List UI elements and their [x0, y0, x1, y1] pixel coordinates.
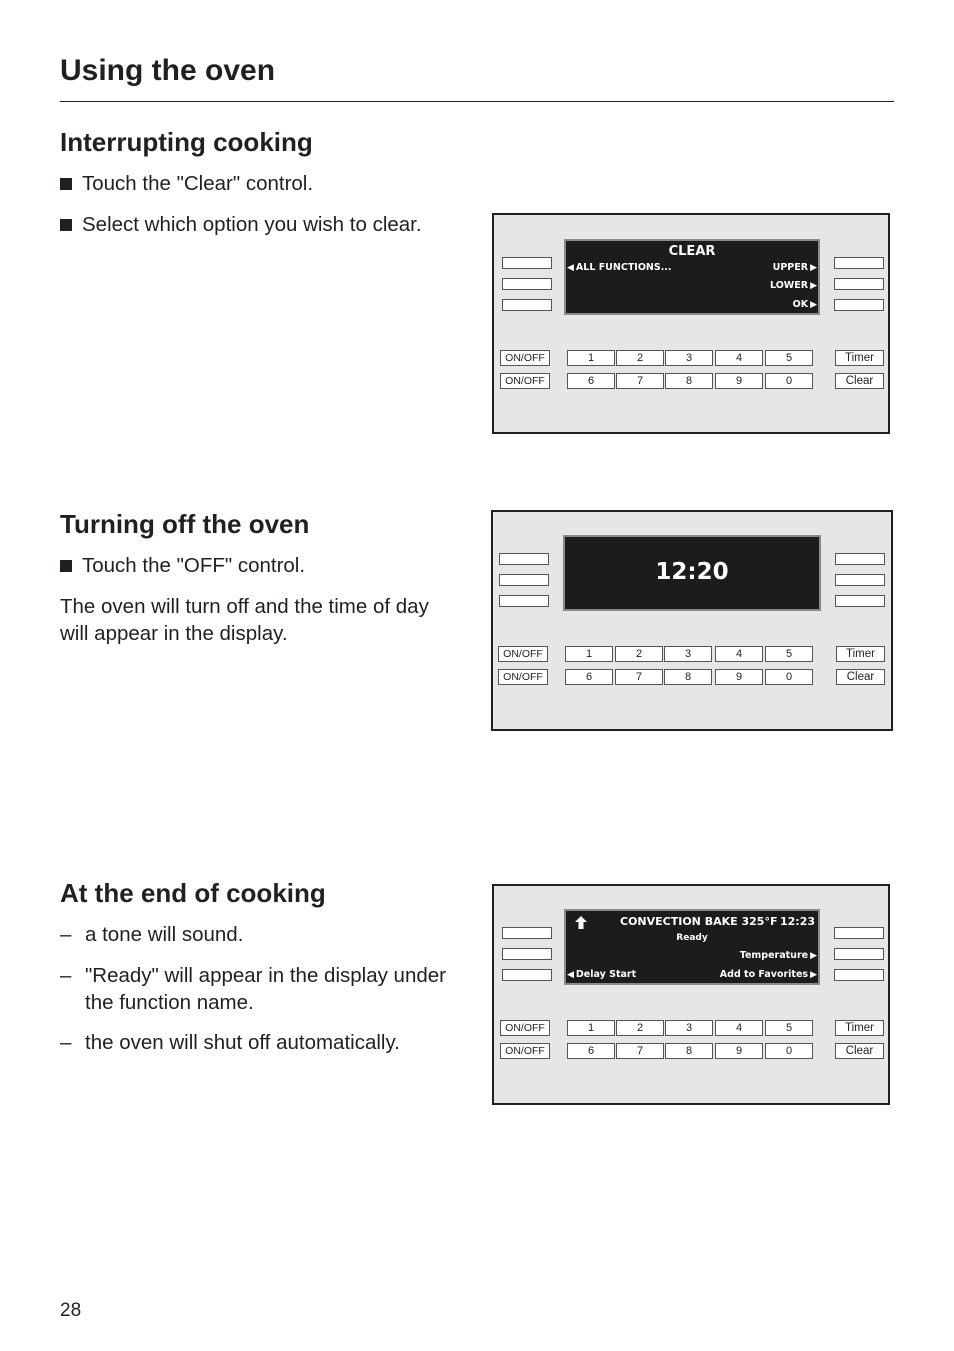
- display-function-name: CONVECTION BAKE 325°F: [620, 915, 778, 928]
- key-1[interactable]: 1: [565, 646, 613, 662]
- display-option-all-functions: ◀ ALL FUNCTIONS...: [567, 262, 672, 274]
- softkey-left-1[interactable]: [502, 927, 552, 939]
- key-5[interactable]: 5: [765, 1020, 813, 1036]
- oven-control-panel-off: [491, 510, 893, 731]
- step-select-option: Select which option you wish to clear.: [60, 211, 422, 238]
- softkey-left-3[interactable]: [499, 595, 549, 607]
- timer-button[interactable]: Timer: [835, 1020, 884, 1036]
- key-9[interactable]: 9: [715, 1043, 763, 1059]
- step-touch-clear: Touch the "Clear" control.: [60, 170, 313, 197]
- key-0[interactable]: 0: [765, 669, 813, 685]
- display-screen: [563, 535, 821, 611]
- display-title: CLEAR: [668, 244, 716, 259]
- key-7[interactable]: 7: [615, 669, 663, 685]
- softkey-right-1[interactable]: [834, 927, 884, 939]
- display-option-lower: LOWER ▶: [770, 280, 817, 292]
- timer-button[interactable]: Timer: [835, 350, 884, 366]
- display-option-temperature: Temperature ▶: [740, 950, 817, 962]
- key-5[interactable]: 5: [765, 350, 813, 366]
- key-4[interactable]: 4: [715, 350, 763, 366]
- display-option-delay-start: ◀ Delay Start: [567, 969, 636, 981]
- turning-off-description: The oven will turn off and the time of day will appear in the display.: [60, 595, 429, 645]
- key-8[interactable]: 8: [665, 373, 713, 389]
- oven-control-panel-end: [492, 884, 890, 1105]
- softkey-right-1[interactable]: [834, 257, 884, 269]
- end-item-ready: – "Ready" will appear in the display under the function name.: [60, 962, 465, 1016]
- section-heading-end-of-cooking: At the end of cooking: [60, 878, 326, 908]
- onoff-button-upper[interactable]: ON/OFF: [500, 350, 550, 366]
- clear-button[interactable]: Clear: [835, 373, 884, 389]
- key-3[interactable]: 3: [665, 350, 713, 366]
- key-1[interactable]: 1: [567, 350, 615, 366]
- end-item-tone: – a tone will sound.: [60, 921, 243, 948]
- key-3[interactable]: 3: [664, 646, 712, 662]
- key-9[interactable]: 9: [715, 669, 763, 685]
- softkey-right-2[interactable]: [834, 278, 884, 290]
- softkey-right-3[interactable]: [834, 969, 884, 981]
- display-screen: [564, 239, 820, 315]
- page-number: 28: [60, 1300, 82, 1321]
- display-time-of-day: 12:20: [655, 559, 729, 585]
- softkey-left-2[interactable]: [502, 948, 552, 960]
- key-4[interactable]: 4: [715, 646, 763, 662]
- key-2[interactable]: 2: [616, 1020, 664, 1036]
- softkey-right-2[interactable]: [835, 574, 885, 586]
- softkey-right-3[interactable]: [835, 595, 885, 607]
- oven-control-panel-clear: [492, 213, 890, 434]
- up-arrow-icon: [574, 915, 588, 930]
- section-heading-interrupting: Interrupting cooking: [60, 127, 313, 157]
- timer-button[interactable]: Timer: [836, 646, 885, 662]
- softkey-left-1[interactable]: [499, 553, 549, 565]
- key-2[interactable]: 2: [615, 646, 663, 662]
- key-8[interactable]: 8: [664, 669, 712, 685]
- softkey-right-1[interactable]: [835, 553, 885, 565]
- key-6[interactable]: 6: [567, 373, 615, 389]
- softkey-left-3[interactable]: [502, 969, 552, 981]
- clear-button[interactable]: Clear: [836, 669, 885, 685]
- key-0[interactable]: 0: [765, 1043, 813, 1059]
- softkey-left-3[interactable]: [502, 299, 552, 311]
- page-title: Using the oven: [60, 54, 276, 87]
- clear-button[interactable]: Clear: [835, 1043, 884, 1059]
- softkey-left-1[interactable]: [502, 257, 552, 269]
- key-3[interactable]: 3: [665, 1020, 713, 1036]
- key-6[interactable]: 6: [565, 669, 613, 685]
- key-8[interactable]: 8: [665, 1043, 713, 1059]
- softkey-right-3[interactable]: [834, 299, 884, 311]
- display-status-ready: Ready: [676, 933, 708, 943]
- onoff-button-lower[interactable]: ON/OFF: [500, 1043, 550, 1059]
- key-2[interactable]: 2: [616, 350, 664, 366]
- key-0[interactable]: 0: [765, 373, 813, 389]
- display-screen: [564, 909, 820, 985]
- display-option-upper: UPPER ▶: [773, 262, 817, 274]
- title-rule: [60, 101, 894, 102]
- key-6[interactable]: 6: [567, 1043, 615, 1059]
- key-5[interactable]: 5: [765, 646, 813, 662]
- key-1[interactable]: 1: [567, 1020, 615, 1036]
- onoff-button-upper[interactable]: ON/OFF: [498, 646, 548, 662]
- step-touch-off: Touch the "OFF" control.: [60, 552, 305, 579]
- display-option-ok: OK ▶: [793, 299, 817, 311]
- onoff-button-upper[interactable]: ON/OFF: [500, 1020, 550, 1036]
- section-heading-turning-off: Turning off the oven: [60, 509, 310, 539]
- onoff-button-lower[interactable]: ON/OFF: [498, 669, 548, 685]
- key-7[interactable]: 7: [616, 1043, 664, 1059]
- display-option-add-to-favorites: Add to Favorites ▶: [720, 969, 817, 981]
- onoff-button-lower[interactable]: ON/OFF: [500, 373, 550, 389]
- display-time: 12:23: [779, 915, 815, 928]
- softkey-left-2[interactable]: [499, 574, 549, 586]
- key-9[interactable]: 9: [715, 373, 763, 389]
- softkey-right-2[interactable]: [834, 948, 884, 960]
- softkey-left-2[interactable]: [502, 278, 552, 290]
- end-item-shut-off: – the oven will shut off automatically.: [60, 1029, 400, 1056]
- key-7[interactable]: 7: [616, 373, 664, 389]
- key-4[interactable]: 4: [715, 1020, 763, 1036]
